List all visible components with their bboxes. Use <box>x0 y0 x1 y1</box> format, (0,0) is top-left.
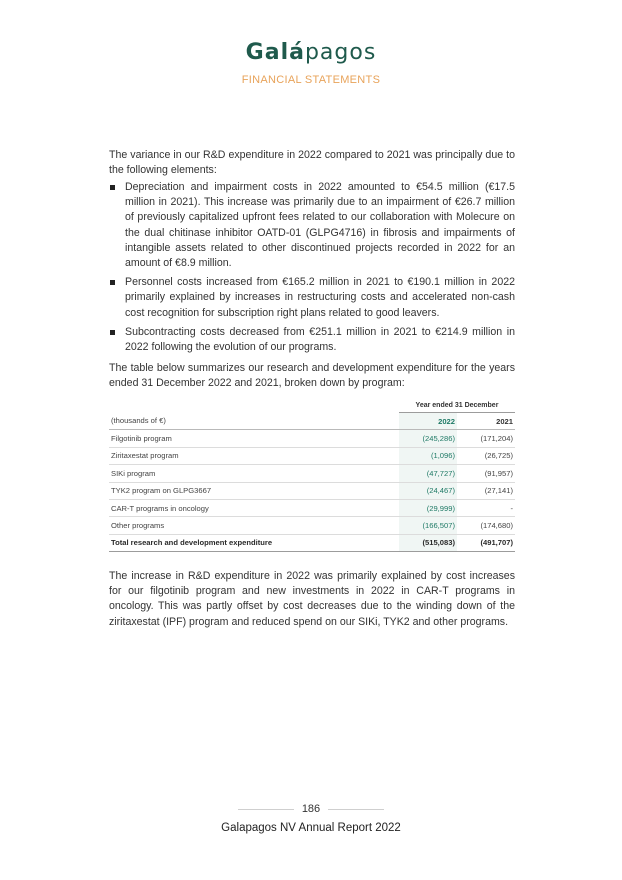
logo-text-bold: Galá <box>245 40 305 65</box>
bullet-list <box>109 180 515 359</box>
list-item-text: Subcontracting costs decreased from €251.1 million in 2021 to €214.9 million in 2022 following the evolution of our programs. <box>125 325 515 354</box>
table-header-row <box>109 413 515 430</box>
value-2022: (24,467) <box>399 482 457 499</box>
rd-expenditure-table <box>109 398 515 552</box>
row-label: Other programs <box>109 517 399 534</box>
bullet-square-icon <box>110 280 115 285</box>
table-row <box>109 447 515 464</box>
company-logo <box>0 40 622 65</box>
value-2021: (91,957) <box>457 465 515 482</box>
bullet-square-icon <box>110 185 115 190</box>
value-2021: (27,141) <box>457 482 515 499</box>
row-label: CAR-T programs in oncology <box>109 499 399 516</box>
table-row <box>109 499 515 516</box>
row-label: Ziritaxestat program <box>109 447 399 464</box>
value-2021: (26,725) <box>457 447 515 464</box>
section-title: FINANCIAL STATEMENTS <box>241 74 381 86</box>
list-item-text: Depreciation and impairment costs in 2022 amounted to €54.5 million (€17.5 million in 2021). This increase was primarily due to an impairment of €26.7 million of previously capitalized upfront fees related to our collaboration with Molecure on the dual chitinase inhibitor OATD-01 (GLPG4716) in fibrosis and impairments of intangible assets related to other discontinued projects recorded in 2022 for an amount of €8.9 million. <box>125 181 515 270</box>
table-intro-paragraph: The table below summarizes our research and development expenditure for the years ended 31 December 2022 and 2021, broken down by program: <box>109 362 515 390</box>
value-2022: (29,999) <box>399 499 457 516</box>
value-2021: (174,680) <box>457 517 515 534</box>
value-2021: - <box>457 499 515 516</box>
row-label: SIKi program <box>109 465 399 482</box>
intro-paragraph: The variance in our R&D expenditure in 2022 compared to 2021 was principally due to the following elements: <box>109 149 515 177</box>
table-group-header-row <box>109 398 515 413</box>
conclusion-paragraph: The increase in R&D expenditure in 2022 was primarily explained by cost increases for our filgotinib program and new investments in 2022 in CAR-T programs in oncology. This was partly offset by cost decreases due to the winding down of the ziritaxestat (IPF) program and reduced spend on our SIKi, TYK2 and other programs. <box>109 570 515 628</box>
column-header-2022: 2022 <box>399 413 457 430</box>
bullet-square-icon <box>110 330 115 335</box>
table-blank-cell <box>109 398 399 413</box>
unit-label: (thousands of €) <box>109 413 399 430</box>
report-title: Galapagos NV Annual Report 2022 <box>221 822 401 834</box>
table-row <box>109 517 515 534</box>
total-2021: (491,707) <box>457 534 515 551</box>
list-item <box>109 325 515 355</box>
row-label: TYK2 program on GLPG3667 <box>109 482 399 499</box>
list-item <box>109 180 515 271</box>
table-total-row <box>109 534 515 551</box>
value-2022: (47,727) <box>399 465 457 482</box>
total-2022: (515,083) <box>399 534 457 551</box>
value-2021: (171,204) <box>457 430 515 447</box>
year-ended-header: Year ended 31 December <box>399 398 515 413</box>
value-2022: (245,286) <box>399 430 457 447</box>
table-row <box>109 430 515 447</box>
list-item <box>109 275 515 321</box>
list-item-text: Personnel costs increased from €165.2 million in 2021 to €190.1 million in 2022 primarily explained by increases in restructuring costs and accelerated non-cash cost recognition for subscription right plans related to good leavers. <box>125 276 515 319</box>
row-label: Filgotinib program <box>109 430 399 447</box>
total-label: Total research and development expenditure <box>109 534 399 551</box>
value-2022: (166,507) <box>399 517 457 534</box>
page-number: 186 <box>301 803 321 815</box>
value-2022: (1,096) <box>399 447 457 464</box>
table-row <box>109 465 515 482</box>
table-row <box>109 482 515 499</box>
column-header-2021: 2021 <box>457 413 515 430</box>
logo-text-light: pagos <box>304 40 377 65</box>
